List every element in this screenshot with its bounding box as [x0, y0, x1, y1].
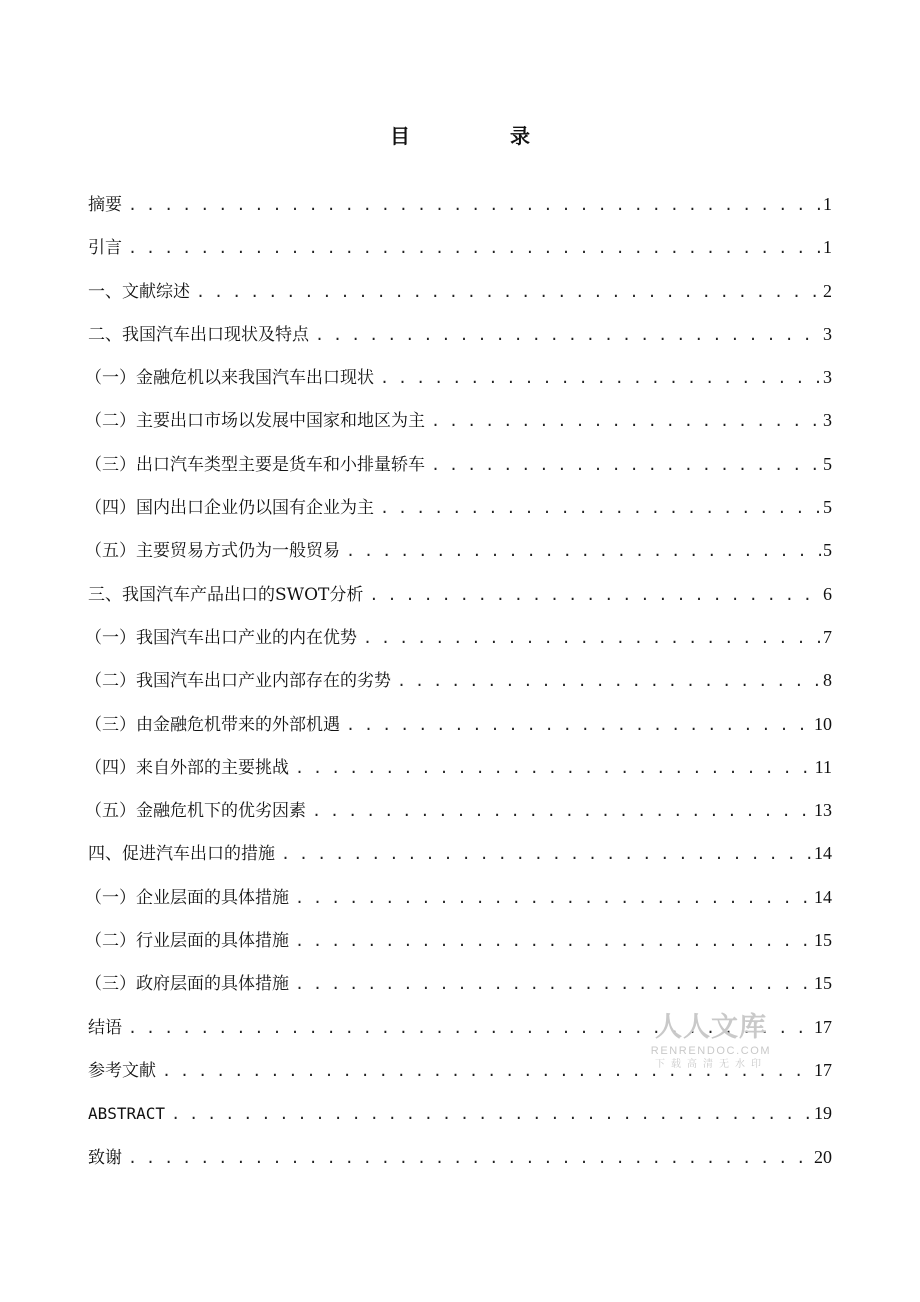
dot-leader — [295, 920, 812, 963]
toc-entry-page: 5 — [823, 540, 832, 561]
toc-entry[interactable] — [88, 226, 832, 269]
dot-leader — [295, 747, 813, 790]
dot-leader — [295, 877, 812, 920]
toc-entry-page: 8 — [823, 670, 832, 691]
dot-leader — [346, 704, 812, 747]
dot-leader — [380, 487, 821, 530]
toc-entry-label: 结语 — [88, 1017, 122, 1038]
table-of-contents — [85, 183, 832, 1179]
toc-entry-page: 14 — [814, 886, 832, 907]
toc-entry-page: 11 — [814, 756, 832, 777]
toc-entry[interactable] — [85, 616, 832, 659]
toc-entry-page: 3 — [823, 323, 832, 344]
toc-entry[interactable] — [88, 1049, 832, 1092]
toc-entry[interactable] — [85, 703, 832, 746]
toc-entry-page: 5 — [823, 453, 832, 474]
toc-entry-label: 四、促进汽车出口的措施 — [88, 844, 275, 865]
toc-entry-label: （三）出口汽车类型主要是货车和小排量轿车 — [85, 454, 425, 475]
toc-entry[interactable] — [85, 962, 832, 1005]
toc-entry[interactable] — [85, 789, 832, 832]
toc-entry-label: （四）国内出口企业仍以国有企业为主 — [85, 498, 374, 519]
toc-entry-label: （二）主要出口市场以发展中国家和地区为主 — [85, 411, 425, 432]
toc-entry-label: （二）行业层面的具体措施 — [85, 931, 289, 952]
toc-entry-page: 15 — [814, 930, 832, 951]
toc-entry[interactable] — [85, 443, 832, 486]
dot-leader — [380, 357, 821, 400]
dot-leader — [128, 1137, 812, 1180]
toc-entry[interactable] — [85, 399, 832, 442]
dot-leader — [369, 574, 821, 617]
toc-entry-page: 17 — [814, 1059, 832, 1080]
dot-leader — [315, 314, 821, 357]
toc-entry-page: 3 — [823, 367, 832, 388]
dot-leader — [128, 184, 821, 227]
toc-entry-label: 引言 — [88, 238, 122, 259]
toc-entry[interactable] — [85, 486, 832, 529]
toc-entry-label: 一、文献综述 — [88, 281, 190, 302]
toc-entry-page: 20 — [814, 1146, 832, 1167]
toc-entry-label: （三）由金融危机带来的外部机遇 — [85, 714, 340, 735]
dot-leader — [363, 617, 821, 660]
toc-entry[interactable] — [88, 832, 832, 875]
toc-entry-page: 1 — [823, 237, 832, 258]
toc-entry-page: 13 — [814, 800, 832, 821]
toc-entry-page: 17 — [814, 1016, 832, 1037]
toc-entry-label: （四）来自外部的主要挑战 — [85, 757, 289, 778]
toc-entry-page: 5 — [823, 497, 832, 518]
toc-entry-page: 7 — [823, 626, 832, 647]
toc-entry-label: 致谢 — [88, 1147, 122, 1168]
toc-entry[interactable] — [85, 919, 832, 962]
dot-leader — [312, 790, 812, 833]
dot-leader — [128, 227, 821, 270]
toc-entry[interactable] — [88, 573, 832, 616]
toc-entry-label: 三、我国汽车产品出口的SWOT分析 — [88, 584, 364, 605]
toc-entry-page: 2 — [823, 280, 832, 301]
toc-entry-page: 15 — [814, 973, 832, 994]
watermark-slogan: 下载高清无水印 — [655, 1059, 767, 1070]
toc-entry[interactable] — [88, 313, 832, 356]
toc-entry-page: 14 — [814, 843, 832, 864]
watermark-domain: RENRENDOC.COM — [650, 1045, 772, 1057]
toc-entry-label: （二）我国汽车出口产业内部存在的劣势 — [85, 671, 391, 692]
dot-leader — [281, 833, 812, 876]
toc-entry[interactable] — [88, 1006, 832, 1049]
dot-leader — [431, 444, 821, 487]
toc-entry-label: ABSTRACT — [88, 1104, 166, 1124]
toc-entry[interactable] — [85, 746, 832, 789]
toc-entry-label: （一）我国汽车出口产业的内在优势 — [85, 627, 357, 648]
dot-leader — [397, 660, 821, 703]
toc-entry-page: 19 — [814, 1103, 832, 1124]
toc-entry[interactable] — [85, 356, 832, 399]
dot-leader — [162, 1050, 812, 1093]
toc-entry-label: （一）金融危机以来我国汽车出口现状 — [85, 368, 374, 389]
dot-leader — [171, 1093, 812, 1136]
toc-entry-label: （三）政府层面的具体措施 — [85, 974, 289, 995]
toc-entry-label: 参考文献 — [88, 1060, 156, 1081]
toc-entry-label: 摘要 — [88, 195, 122, 215]
toc-entry[interactable] — [88, 270, 832, 313]
dot-leader — [431, 400, 821, 443]
toc-entry-label: 二、我国汽车出口现状及特点 — [88, 324, 309, 345]
toc-entry-page: 1 — [823, 194, 832, 214]
toc-entry[interactable] — [88, 183, 832, 226]
toc-entry[interactable] — [85, 659, 832, 702]
watermark-logo-text: 人人文库 — [655, 1012, 767, 1043]
dot-leader — [196, 271, 821, 314]
page-title: 目 录 — [390, 124, 570, 148]
toc-entry[interactable] — [88, 1092, 832, 1135]
dot-leader — [346, 530, 821, 573]
dot-leader — [295, 963, 812, 1006]
dot-leader — [128, 1007, 812, 1050]
toc-entry-label: （一）企业层面的具体措施 — [85, 887, 289, 908]
toc-entry-label: （五）金融危机下的优劣因素 — [85, 801, 306, 822]
toc-entry[interactable] — [85, 529, 832, 572]
toc-entry-page: 10 — [814, 713, 832, 734]
toc-entry-label: （五）主要贸易方式仍为一般贸易 — [85, 541, 340, 562]
toc-entry[interactable] — [85, 876, 832, 919]
toc-entry-page: 6 — [823, 583, 832, 604]
toc-entry[interactable] — [88, 1136, 832, 1179]
toc-entry-page: 3 — [823, 410, 832, 431]
